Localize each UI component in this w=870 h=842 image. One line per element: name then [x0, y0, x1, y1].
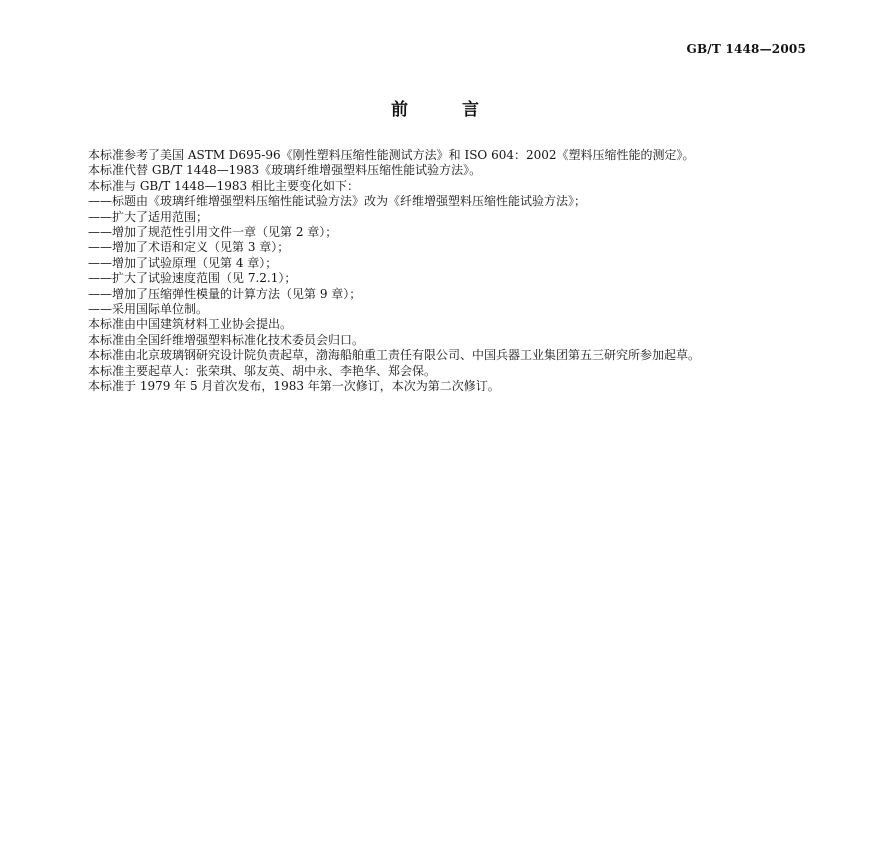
list-item: ——增加了压缩弹性模量的计算方法（见第 9 章）； [88, 286, 362, 301]
list-item: ——增加了试验原理（见第 4 章）； [88, 255, 278, 270]
standard-code: GB/T 1448—2005 [686, 42, 806, 56]
list-item: ——扩大了试验速度范围（见 7.2.1）； [88, 271, 297, 286]
list-item: ——增加了术语和定义（见第 3 章）； [88, 240, 290, 255]
paragraph: 本标准主要起草人：张荣琪、邬友英、胡中永、李艳华、郑会保。 [88, 363, 437, 378]
paragraph: 本标准由北京玻璃钢研究设计院负责起草，渤海船舶重工责任有限公司、中国兵器工业集团第五三研究所参加起草。 [88, 348, 701, 363]
list-item: ——扩大了适用范围； [88, 209, 209, 224]
paragraph: 本标准由中国建筑材料工业协会提出。 [88, 317, 293, 332]
paragraph: 本标准与 GB/T 1448—1983 相比主要变化如下： [88, 178, 359, 193]
title-char-2: 言 [462, 100, 479, 120]
page-title [0, 95, 870, 120]
foreword-body [64, 148, 810, 395]
list-item: ——增加了规范性引用文件一章（见第 2 章）； [88, 225, 338, 240]
paragraph: 本标准由全国纤维增强塑料标准化技术委员会归口。 [88, 332, 365, 347]
paragraph: 本标准于 1979 年 5 月首次发布，1983 年第一次修订，本次为第二次修订。 [88, 379, 500, 394]
title-char-1: 前 [391, 100, 408, 120]
list-item: ——采用国际单位制。 [88, 302, 209, 317]
paragraph: 本标准代替 GB/T 1448—1983《玻璃纤维增强塑料压缩性能试验方法》。 [88, 163, 482, 178]
paragraph: 本标准参考了美国 ASTM D695-96《刚性塑料压缩性能测试方法》和 ISO 604：2002《塑料压缩性能的测定》。 [88, 148, 695, 162]
list-item: ——标题由《玻璃纤维增强塑料压缩性能试验方法》改为《纤维增强塑料压缩性能试验方法》； [88, 194, 587, 209]
